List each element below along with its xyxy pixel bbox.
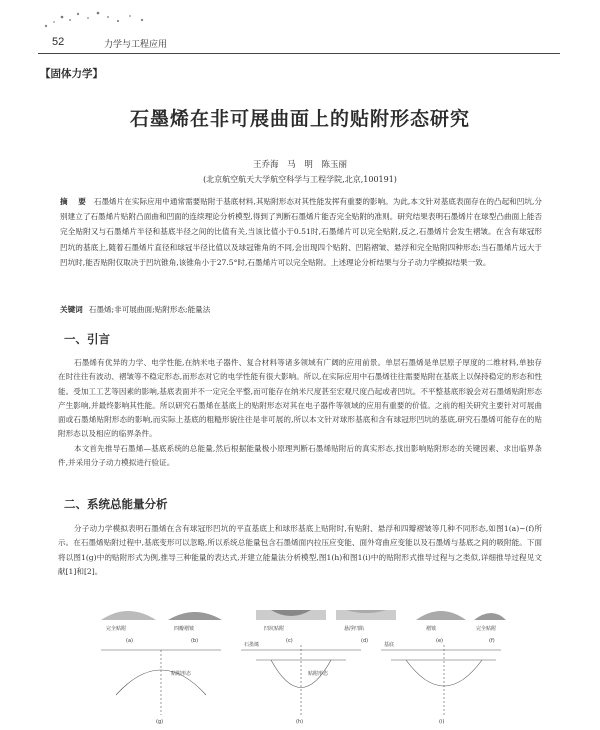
paragraph: 本文首先推导石墨烯—基底系统的总能量,然后根据能量极小原理判断石墨烯贴附后的真实形态,找出影响贴附形态的关键因素、求出临界条件,并采用分子动力模拟进行验证。 xyxy=(58,443,542,468)
section-tag: 【固体力学】 xyxy=(40,68,103,80)
shape-dome xyxy=(474,613,506,620)
paragraph: 分子动力学模拟表明石墨烯在含有球冠形凹坑的平直基底上和球形基底上贴附时,有贴附、悬浮和四瓣褶皱等几种不同形态,如图1(a)~(f)所示。在石墨烯贴附过程中,基底变形可以忽略,所以系统总能量包含石墨烯面内拉压应变能、面外弯曲应变能以及石墨烯与基底之间的吸附能。下面将以图1(g)中的贴附形式为例,推导三种能量的表达式,并建立能量法分析模型,图1(h)和图1(i)中的贴附形式推导过程与之类似,详细推导过程见文献[1]和[2]。 xyxy=(58,524,542,576)
panel-label: (e) xyxy=(436,638,443,644)
keywords-label: 关键词 xyxy=(60,305,83,314)
shape-dome xyxy=(101,611,156,620)
paper-title: 石墨烯在非可展曲面上的贴附形态研究 xyxy=(129,108,470,130)
header-decoration xyxy=(42,8,152,30)
figure-label: 完全贴附 xyxy=(106,626,127,632)
figure-label: 悬浮凹陷 xyxy=(344,626,365,632)
header-rule xyxy=(38,53,560,54)
figure-label: 贴附形态 xyxy=(171,671,192,677)
figure-1 xyxy=(96,600,506,725)
energy-body xyxy=(58,522,542,579)
figure-label: 四瓣褶皱 xyxy=(174,626,195,632)
section-heading-intro: 一、引言 xyxy=(64,334,110,346)
figure-label: 石墨烯 xyxy=(244,642,260,648)
affiliation: (北京航空航天大学航空科学与工程学院,北京,100191) xyxy=(203,175,397,184)
panel-label: (h) xyxy=(296,719,304,725)
figure-label: 褶皱 xyxy=(426,626,437,632)
shape-dome xyxy=(168,612,222,620)
figure-row-top xyxy=(101,610,506,632)
panel-label: (i) xyxy=(439,719,445,725)
abstract-text: 石墨烯片在实际应用中通常需要贴附于基底材料,其贴附形态对其性能发挥有重要的影响。为此,本文针对基底表面存在的凸起和凹坑,分别建立了石墨烯片贴附凸面曲和凹面的连续理论分析模型,得到了判断石墨烯片能否完全贴附的准则。研究结果表明石墨烯片在球型凸曲面上能否完全贴附又与石墨烯片半径和基底半径之间的比值有关,当该比值小于0.51时,石墨烯片可以完全贴附,反之,石墨烯片会发生褶皱。在含有球冠形凹坑的基底上,随着石墨烯片直径和球冠半径比值以及球冠锥角的不同,会出现四个贴附、凹陷褶皱、悬浮和完全贴附四种形态;当石墨烯片远大于凹坑时,能否贴附仅取决于凹坑锥角,该锥角小于27.5°时,石墨烯片可以完全贴附。上述理论分析结果与分子动力学模拟结果一致。 xyxy=(60,197,542,267)
panel-label: (a) xyxy=(126,638,133,644)
intro-body xyxy=(58,356,542,470)
abstract xyxy=(60,194,542,270)
section-heading-energy: 二、系统总能量分析 xyxy=(64,499,168,511)
panel-label: (g) xyxy=(156,719,164,725)
paragraph: 石墨烯有优异的力学、电学性能,在纳米电子器件、复合材料等诸多领域有广阔的应用前景。单层石墨烯是单层原子厚度的二维材料,单独存在时往往有波动、褶皱等不稳定形态,而形态对它的电学性能有很大影响。所以,在实际应用中石墨烯往往需要贴附在基底上以保持稳定的形态和性能。受加工工艺等因素的影响,基底表面并不一定完全平整,而可能存在纳米尺度甚至宏观尺度凸起或者凹坑。不平整基底形貌会对石墨烯贴附形态产生影响,并最终影响其性能。所以研究石墨烯在基底上的贴附形态对其在电子器件等领域的应用有重要的价值。之前的相关研究主要针对可展曲面或石墨烯贴附形态的影响,而实际上基底的粗糙形貌往往是非可展的,所以本文针对球形基底和含有球冠形凹坑的基底,研究石墨烯可能存在的贴附形态以及相应的临界条件。 xyxy=(58,358,542,439)
journal-name: 力学与工程应用 xyxy=(104,40,168,50)
figure-label: 凹坑贴附 xyxy=(264,626,285,632)
panel-label: (d) xyxy=(361,638,369,644)
figure-label: 基底 xyxy=(384,642,395,648)
figure-label: 完全贴附 xyxy=(476,626,497,632)
panel-label: (c) xyxy=(286,638,293,644)
shape-dome xyxy=(416,611,466,620)
figure-row-bottom xyxy=(101,645,501,715)
keywords xyxy=(60,304,542,315)
figure-label: 贴附形态 xyxy=(308,671,329,677)
panel-label: (f) xyxy=(489,638,495,644)
panel-label: (b) xyxy=(191,638,199,644)
keywords-text: 石墨烯;非可展曲面;贴附形态;能量法 xyxy=(88,305,211,314)
abstract-label: 摘 要 xyxy=(60,197,90,206)
authors: 王乔海 马 明 陈玉丽 xyxy=(252,160,348,170)
page-number: 52 xyxy=(52,36,65,48)
